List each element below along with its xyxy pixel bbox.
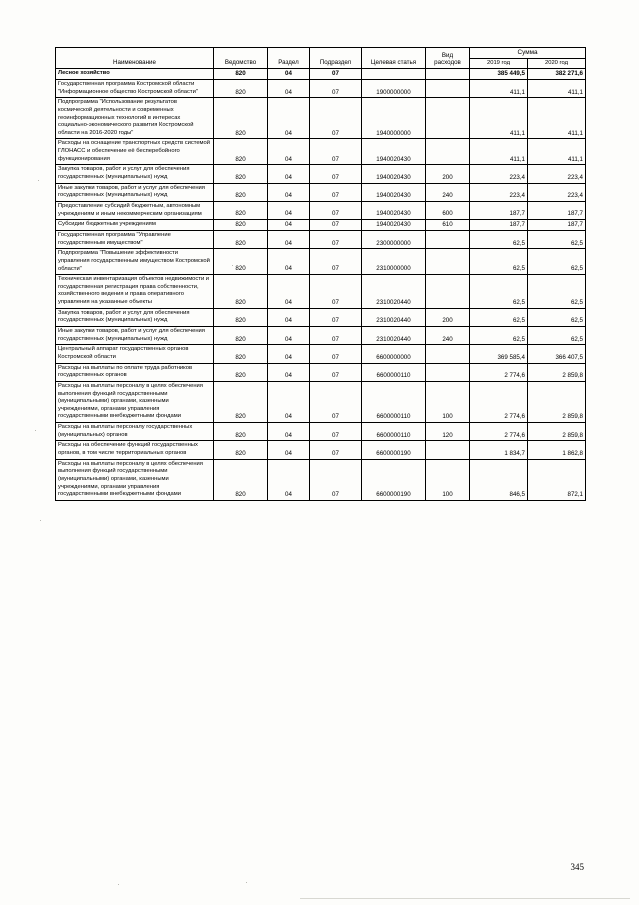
cell-podrazdel: 07 [310,201,362,219]
table-row [56,139,586,165]
table-row [56,220,586,231]
table-row [56,201,586,219]
cell-vedomstvo: 820 [214,98,268,139]
cell-vedomstvo: 820 [214,69,268,80]
cell-sum-2019: 62,5 [470,249,528,275]
cell-vedomstvo: 820 [214,220,268,231]
cell-sum-2020: 62,5 [528,327,586,345]
cell-podrazdel: 07 [310,275,362,309]
cell-razdel: 04 [268,98,310,139]
page-bottom-rule [300,898,630,899]
cell-celevaya-statya [362,69,426,80]
cell-vid-rashodov [426,69,470,80]
cell-podrazdel: 07 [310,423,362,441]
cell-sum-2020: 62,5 [528,230,586,248]
table-row [56,230,586,248]
cell-vedomstvo: 820 [214,201,268,219]
cell-vedomstvo: 820 [214,249,268,275]
cell-sum-2019: 62,5 [470,308,528,326]
cell-sum-2020: 1 862,8 [528,441,586,459]
table-row [56,345,586,363]
cell-sum-2019: 187,7 [470,220,528,231]
column-header-razdel: Раздел [268,48,310,69]
cell-celevaya-statya: 6600000110 [362,381,426,422]
cell-sum-2020: 62,5 [528,308,586,326]
cell-vedomstvo: 820 [214,139,268,165]
cell-name: Предоставление субсидий бюджетным, автономным учреждениям и иным некоммерческим организациям [56,201,214,219]
cell-celevaya-statya: 1940020430 [362,201,426,219]
cell-celevaya-statya: 1940000000 [362,98,426,139]
cell-celevaya-statya: 1940020430 [362,220,426,231]
cell-vedomstvo: 820 [214,165,268,183]
cell-celevaya-statya: 1900000000 [362,79,426,97]
table-head [56,48,586,69]
cell-vedomstvo: 820 [214,423,268,441]
cell-razdel: 04 [268,165,310,183]
cell-sum-2020: 62,5 [528,275,586,309]
column-header-name: Наименование [56,48,214,69]
cell-podrazdel: 07 [310,183,362,201]
cell-vid-rashodov: 610 [426,220,470,231]
cell-vedomstvo: 820 [214,275,268,309]
cell-sum-2020: 382 271,6 [528,69,586,80]
table-row [56,459,586,500]
table-row [56,275,586,309]
cell-sum-2019: 2 774,6 [470,423,528,441]
table-row [56,363,586,381]
table-body [56,69,586,501]
table-row [56,69,586,80]
cell-podrazdel: 07 [310,345,362,363]
table-row [56,165,586,183]
cell-name: Иные закупки товаров, работ и услуг для обеспечения государственных (муниципальных) нужд [56,327,214,345]
table-row [56,327,586,345]
cell-vedomstvo: 820 [214,345,268,363]
cell-razdel: 04 [268,441,310,459]
cell-podrazdel: 07 [310,165,362,183]
cell-sum-2019: 223,4 [470,183,528,201]
cell-razdel: 04 [268,423,310,441]
cell-sum-2020: 2 859,8 [528,381,586,422]
cell-sum-2020: 411,1 [528,139,586,165]
cell-sum-2020: 411,1 [528,79,586,97]
cell-name: Иные закупки товаров, работ и услуг для обеспечения государственных (муниципальных) нужд [56,183,214,201]
cell-name: Лесное хозяйство [56,69,214,80]
cell-celevaya-statya: 6600000190 [362,441,426,459]
cell-name: Расходы на обеспечение функций государственных органов, в том числе территориальных органов [56,441,214,459]
budget-table [55,47,586,501]
cell-sum-2020: 366 407,5 [528,345,586,363]
cell-vedomstvo: 820 [214,459,268,500]
cell-podrazdel: 07 [310,363,362,381]
cell-sum-2019: 1 834,7 [470,441,528,459]
cell-razdel: 04 [268,139,310,165]
cell-celevaya-statya: 1940020430 [362,139,426,165]
cell-podrazdel: 07 [310,79,362,97]
cell-vid-rashodov: 120 [426,423,470,441]
cell-name: Расходы на выплаты по оплате труда работников государственных органов [56,363,214,381]
table-row [56,423,586,441]
cell-name: Субсидии бюджетным учреждениям [56,220,214,231]
cell-sum-2019: 385 449,5 [470,69,528,80]
cell-sum-2020: 223,4 [528,165,586,183]
cell-vedomstvo: 820 [214,230,268,248]
cell-podrazdel: 07 [310,308,362,326]
cell-razdel: 04 [268,345,310,363]
cell-sum-2019: 411,1 [470,79,528,97]
cell-razdel: 04 [268,459,310,500]
cell-razdel: 04 [268,220,310,231]
cell-podrazdel: 07 [310,441,362,459]
cell-vid-rashodov: 200 [426,308,470,326]
cell-name: Государственная программа Костромской области "Информационное общество Костромской области" [56,79,214,97]
cell-podrazdel: 07 [310,230,362,248]
cell-vid-rashodov [426,79,470,97]
cell-celevaya-statya: 2310020440 [362,327,426,345]
cell-vid-rashodov: 240 [426,327,470,345]
cell-vedomstvo: 820 [214,327,268,345]
cell-vid-rashodov [426,98,470,139]
page-number: 345 [570,862,584,872]
cell-celevaya-statya: 1940020430 [362,165,426,183]
cell-vid-rashodov: 100 [426,459,470,500]
cell-sum-2020: 2 859,8 [528,423,586,441]
cell-celevaya-statya: 2310000000 [362,249,426,275]
cell-sum-2019: 411,1 [470,98,528,139]
table-row [56,98,586,139]
cell-name: Техническая инвентаризация объектов недвижимости и государственная регистрация права собственности, хозяйственного ведения и права оперативного управления на указанные объекты [56,275,214,309]
cell-celevaya-statya: 6600000110 [362,423,426,441]
cell-podrazdel: 07 [310,69,362,80]
column-header-year-2019: 2019 год [470,59,528,69]
cell-sum-2020: 872,1 [528,459,586,500]
cell-razdel: 04 [268,249,310,275]
cell-vedomstvo: 820 [214,363,268,381]
cell-razdel: 04 [268,230,310,248]
cell-name: Расходы на выплаты персоналу государственных (муниципальных) органов [56,423,214,441]
cell-vedomstvo: 820 [214,183,268,201]
cell-celevaya-statya: 6600000190 [362,459,426,500]
cell-vedomstvo: 820 [214,441,268,459]
cell-name: Государственная программа "Управление государственным имуществом" [56,230,214,248]
column-header-vid-rashodov: Вид расходов [426,48,470,69]
cell-name: Подпрограмма "Повышение эффективности управления государственным имуществом Костромской области" [56,249,214,275]
cell-podrazdel: 07 [310,327,362,345]
cell-celevaya-statya: 2300000000 [362,230,426,248]
cell-razdel: 04 [268,275,310,309]
cell-sum-2019: 62,5 [470,275,528,309]
cell-sum-2019: 223,4 [470,165,528,183]
table-row [56,441,586,459]
cell-podrazdel: 07 [310,381,362,422]
column-header-year-2020: 2020 год [528,59,586,69]
cell-name: Расходы на выплаты персоналу в целях обеспечения выполнения функций государственными (муниципальными) органами, казенными учреждениями, органами управления государственными внебюджетными фондами [56,459,214,500]
cell-razdel: 04 [268,183,310,201]
cell-vid-rashodov [426,230,470,248]
cell-vid-rashodov: 100 [426,381,470,422]
cell-sum-2020: 187,7 [528,220,586,231]
cell-vid-rashodov: 600 [426,201,470,219]
cell-vedomstvo: 820 [214,381,268,422]
cell-sum-2020: 411,1 [528,98,586,139]
cell-sum-2020: 2 859,8 [528,363,586,381]
cell-sum-2019: 369 585,4 [470,345,528,363]
cell-vid-rashodov [426,441,470,459]
cell-name: Подпрограмма "Использование результатов космической деятельности и современных геоинформационных технологий в интересах социально-экономического развития Костромской области на 2016-2020 годы" [56,98,214,139]
cell-podrazdel: 07 [310,139,362,165]
column-header-podrazdel: Подраздел [310,48,362,69]
cell-razdel: 04 [268,327,310,345]
cell-sum-2020: 223,4 [528,183,586,201]
cell-sum-2019: 411,1 [470,139,528,165]
cell-name: Расходы на выплаты персоналу в целях обеспечения выполнения функций государственными (муниципальными) органами, казенными учреждениями, органами управления государственными внебюджетными фондами [56,381,214,422]
cell-razdel: 04 [268,201,310,219]
cell-name: Закупка товаров, работ и услуг для обеспечения государственных (муниципальных) нужд [56,308,214,326]
cell-razdel: 04 [268,308,310,326]
cell-vid-rashodov [426,139,470,165]
cell-sum-2019: 62,5 [470,230,528,248]
cell-razdel: 04 [268,69,310,80]
budget-table-container [55,47,585,501]
cell-podrazdel: 07 [310,98,362,139]
table-row [56,79,586,97]
cell-sum-2019: 2 774,6 [470,363,528,381]
cell-sum-2019: 2 774,6 [470,381,528,422]
cell-celevaya-statya: 2310020440 [362,308,426,326]
cell-celevaya-statya: 2310020440 [362,275,426,309]
cell-razdel: 04 [268,79,310,97]
table-row [56,249,586,275]
cell-vedomstvo: 820 [214,79,268,97]
table-row [56,183,586,201]
cell-name: Закупка товаров, работ и услуг для обеспечения государственных (муниципальных) нужд [56,165,214,183]
cell-celevaya-statya: 6600000110 [362,363,426,381]
cell-podrazdel: 07 [310,249,362,275]
cell-celevaya-statya: 6600000000 [362,345,426,363]
cell-vedomstvo: 820 [214,308,268,326]
cell-podrazdel: 07 [310,220,362,231]
column-header-vedomstvo: Ведомство [214,48,268,69]
cell-vid-rashodov [426,249,470,275]
cell-name: Расходы на оснащение транспортных средств системой ГЛОНАСС и обеспечение её бесперебойного функционирования [56,139,214,165]
cell-podrazdel: 07 [310,459,362,500]
cell-sum-2020: 187,7 [528,201,586,219]
cell-razdel: 04 [268,381,310,422]
cell-vid-rashodov: 200 [426,165,470,183]
table-row [56,308,586,326]
cell-sum-2019: 62,5 [470,327,528,345]
cell-vid-rashodov: 240 [426,183,470,201]
cell-vid-rashodov [426,275,470,309]
cell-vid-rashodov [426,363,470,381]
header-row-main [56,48,586,59]
cell-sum-2019: 187,7 [470,201,528,219]
cell-sum-2019: 846,5 [470,459,528,500]
cell-name: Центральный аппарат государственных органов Костромской области [56,345,214,363]
cell-razdel: 04 [268,363,310,381]
column-header-summa: Сумма [470,48,586,59]
column-header-celevaya-statya: Целевая статья [362,48,426,69]
cell-celevaya-statya: 1940020430 [362,183,426,201]
table-row [56,381,586,422]
cell-vid-rashodov [426,345,470,363]
cell-sum-2020: 62,5 [528,249,586,275]
